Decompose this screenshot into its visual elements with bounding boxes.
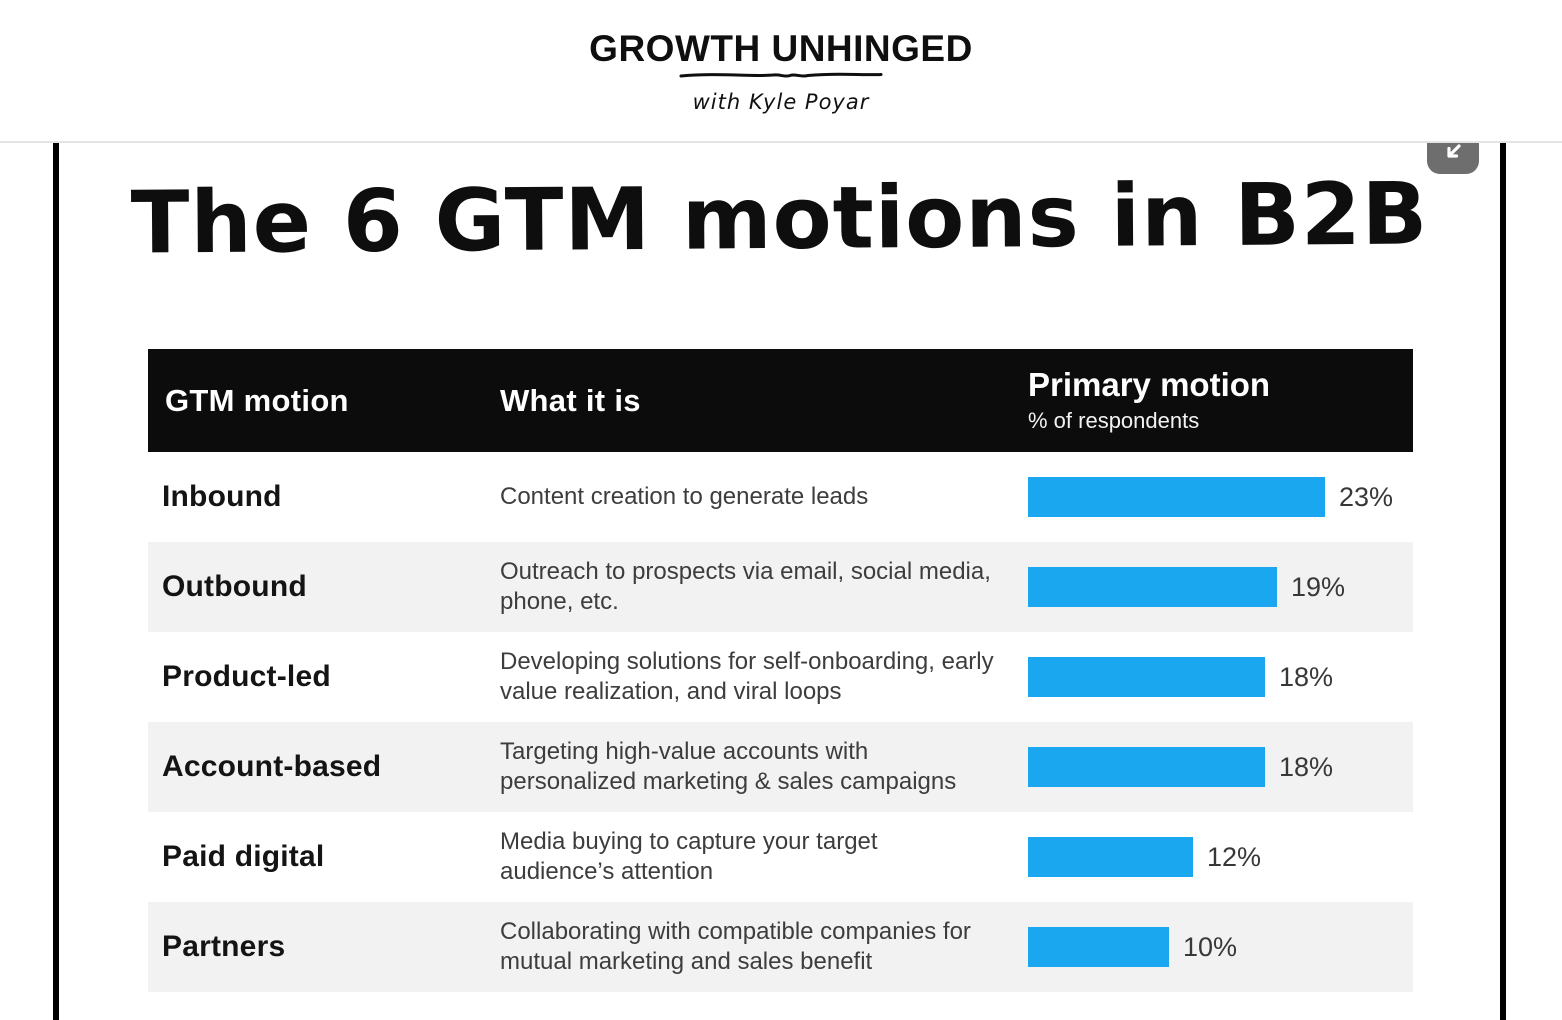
bar-value-label: 19%: [1291, 571, 1346, 602]
bar-cell: [1028, 477, 1413, 517]
bar-value-label: 18%: [1279, 751, 1334, 782]
column-header-what-it-is: What it is: [500, 382, 641, 418]
arrow-down-left-icon: [1440, 140, 1466, 166]
table-header-row: [148, 349, 1413, 452]
table-row: [148, 452, 1413, 542]
table-row: [148, 632, 1413, 722]
site-header: [0, 0, 1562, 143]
site-tagline: with Kyle Poyar: [692, 89, 870, 114]
motion-description: Developing solutions for self-onboarding, early value realization, and viral loops: [500, 647, 994, 705]
bar: [1028, 477, 1325, 517]
bar-cell: [1028, 927, 1413, 967]
bar: [1028, 747, 1265, 787]
table-row: [148, 542, 1413, 632]
motion-description: Outreach to prospects via email, social media, phone, etc.: [500, 557, 991, 615]
motion-description: Targeting high-value accounts with personalized marketing & sales campaigns: [500, 737, 957, 795]
motion-description: Collaborating with compatible companies for mutual marketing and sales benefit: [500, 917, 971, 975]
bar: [1028, 567, 1277, 607]
table-row: [148, 812, 1413, 902]
table-row: [148, 722, 1413, 812]
bar-cell: [1028, 567, 1413, 607]
bar-cell: [1028, 747, 1413, 787]
infographic-image[interactable]: [59, 143, 1500, 1020]
motion-label: Outbound: [162, 570, 307, 603]
bar-cell: [1028, 657, 1413, 697]
motion-label: Inbound: [162, 480, 282, 513]
image-right-border: [1500, 143, 1506, 1020]
motion-label: Partners: [162, 930, 286, 963]
motion-label: Paid digital: [162, 840, 325, 873]
bar: [1028, 657, 1265, 697]
bar: [1028, 927, 1169, 967]
bar: [1028, 837, 1193, 877]
motion-label: Product-led: [162, 660, 331, 693]
table-body: [148, 452, 1413, 992]
site-logo[interactable]: GROWTH UNHINGED: [589, 27, 973, 69]
primary-motion-title: Primary motion: [1028, 366, 1271, 404]
motion-description: Content creation to generate leads: [500, 482, 869, 510]
bar-cell: [1028, 837, 1413, 877]
motion-label: Account-based: [162, 750, 382, 783]
infographic-title: The 6 GTM motions in B2B: [130, 164, 1429, 274]
logo-underline-squiggle-icon: [678, 68, 884, 86]
primary-motion-subtitle: % of respondents: [1028, 407, 1200, 433]
column-header-primary-motion: [1028, 367, 1413, 433]
bar-value-label: 12%: [1207, 841, 1262, 872]
bar-value-label: 23%: [1339, 481, 1394, 512]
bar-value-label: 18%: [1279, 661, 1334, 692]
bar-value-label: 10%: [1183, 931, 1238, 962]
table-row: [148, 902, 1413, 992]
column-header-gtm-motion: GTM motion: [165, 382, 349, 418]
gtm-table: [148, 349, 1413, 992]
motion-description: Media buying to capture your target audience’s attention: [500, 827, 878, 885]
